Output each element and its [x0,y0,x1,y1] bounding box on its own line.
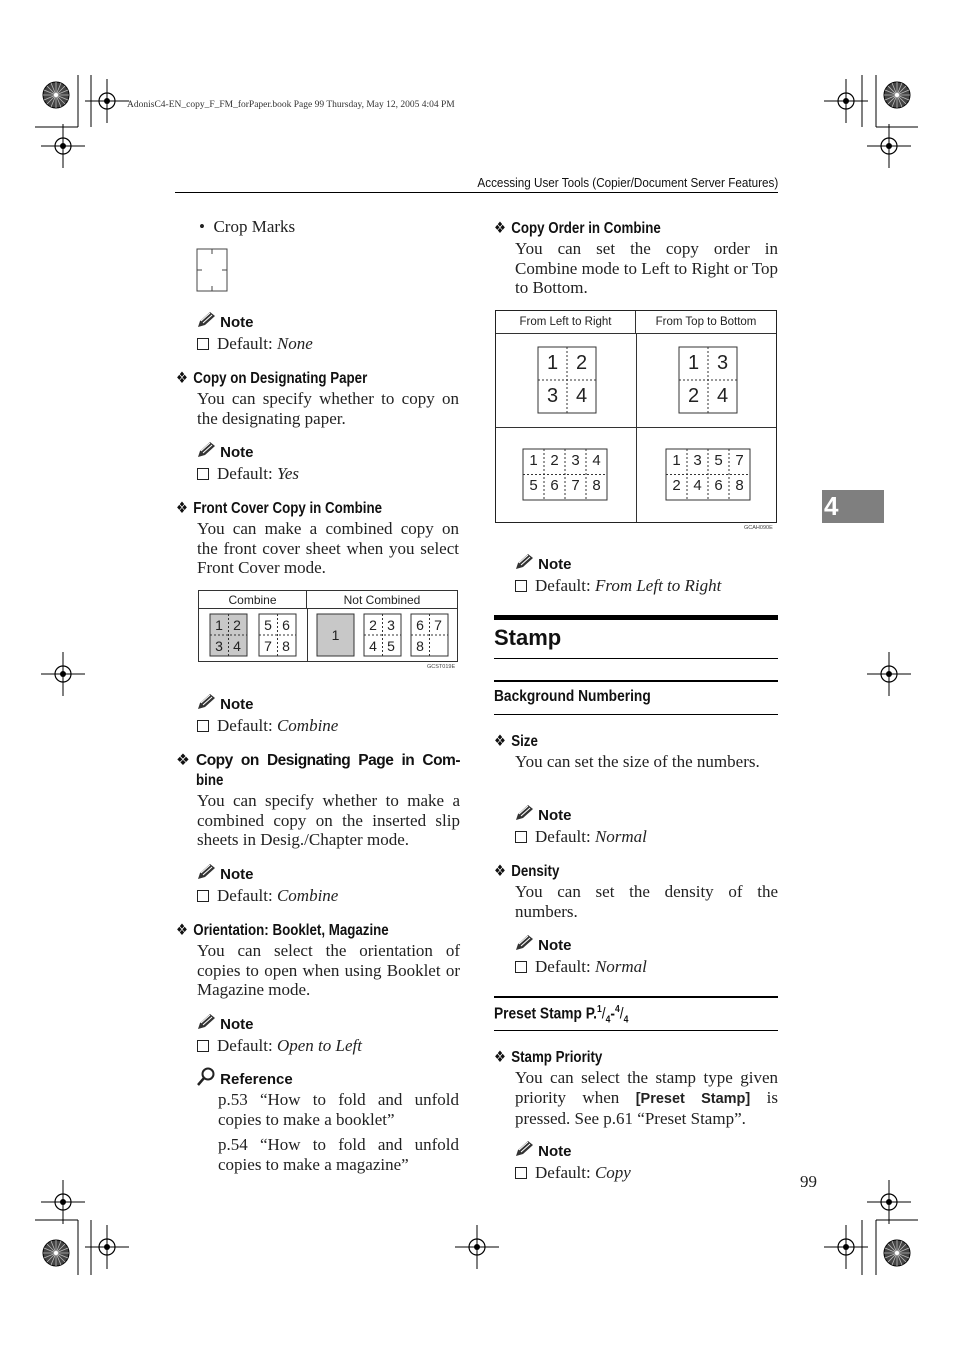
diamond-bullet-icon: ❖ [176,370,188,387]
page-number-cell: 3 [546,385,559,407]
preset-stamp-key: [Preset Stamp] [635,1090,751,1107]
default-value-line: Default: Normal [515,957,647,977]
note-heading: Note [196,693,254,713]
magnifier-reference-icon [196,1067,216,1087]
page-number-cell: 6 [282,617,290,633]
figure-column-header: From Top to Bottom [636,311,776,334]
section-body: You can select the stamp type given priority when [Preset Stamp] is pressed. See p.61 “Preset Stamp”. [515,1068,778,1129]
checkbox-square-icon [197,720,209,732]
section-heading: ❖ Orientation: Booklet, Magazine [176,922,389,939]
pencil-note-icon [196,311,216,329]
diamond-bullet-icon: ❖ [176,922,188,939]
section-heading: ❖ Front Cover Copy in Combine [176,500,383,517]
page-number-cell: 7 [571,477,580,494]
diamond-bullet-icon: ❖ [494,220,506,237]
default-value-line: Default: Open to Left [197,1036,362,1056]
crop-marks-label: Crop Marks [213,217,296,236]
page-number-cell: 5 [714,452,723,469]
page-number-cell: 4 [233,638,241,654]
page-number-cell: 4 [693,477,702,494]
page-number-cell: 7 [434,617,442,633]
checkbox-square-icon [197,1040,209,1052]
diamond-bullet-icon: ❖ [176,500,188,517]
figure-column-header: From Left to Right [496,311,636,334]
preset-stamp-heading: Preset Stamp $P.^1/_4-^4/_4$ [494,1004,629,1026]
note-heading: Note [196,441,254,461]
checkbox-square-icon [515,831,527,843]
checkbox-square-icon [515,580,527,592]
page-number-cell: 3 [693,452,702,469]
checkbox-square-icon [197,338,209,350]
section-heading-continued: bine [196,772,224,789]
subheading-top-rule [494,996,778,998]
reference-heading: Reference [196,1067,293,1088]
checkbox-square-icon [515,961,527,973]
section-body: You can set the copy order in Combine mode to Left to Right or Top to Bottom. [515,239,778,298]
page-number-cell: 6 [416,617,424,633]
pencil-note-icon [514,1140,534,1158]
default-value-line: Default: Normal [515,827,647,847]
page-number-cell: 2 [575,352,588,374]
subheading-bottom-rule [494,1030,778,1031]
default-value-line: Default: Combine [197,716,338,736]
default-value-line: Default: Combine [197,886,338,906]
default-value-line: Default: Yes [197,464,299,484]
page-number-cell: 1 [546,352,559,374]
checkbox-square-icon [197,890,209,902]
pencil-note-icon [196,441,216,459]
checkbox-square-icon [515,1167,527,1179]
stamp-heading: Stamp [494,625,562,650]
page-number-cell: 2 [687,385,700,407]
pencil-note-icon [514,553,534,571]
section-body: You can make a combined copy on the front cover sheet when you select Front Cover mode. [197,519,459,578]
page-number-cell: 1 [687,352,700,374]
note-heading: Note [514,934,572,954]
page-number-cell: 3 [215,638,223,654]
page-number-cell: 5 [264,617,272,633]
crop-marks-illustration [196,248,230,292]
note-heading: Note [514,804,572,824]
page-number-cell: 1 [672,452,681,469]
note-heading: Note [514,553,572,573]
background-numbering-heading: Background Numbering [494,688,651,705]
section-heading: ❖ Stamp Priority [494,1049,603,1066]
chapter-tab-number: 4 [824,491,839,521]
subheading-bottom-rule [494,714,778,715]
page-number-cell: 8 [282,638,290,654]
figure-column-header: Combine [199,591,307,609]
section-body: You can specify whether to make a combined copy on the inserted slip sheets in Desig./Chapter mode. [197,791,460,850]
section-body: You can set the size of the numbers. [515,752,760,771]
page-number-cell: 1 [331,627,340,643]
section-heading: ❖ Copy on Designating Page in Com- [176,752,460,769]
section-heading: ❖ Copy on Designating Paper [176,370,368,387]
reference-link[interactable]: p.54 “How to fold and unfold copies to make a magazine” [218,1135,459,1174]
page-number-cell: 8 [735,477,744,494]
diamond-bullet-icon: ❖ [494,733,506,750]
pencil-note-icon [196,693,216,711]
page-number-cell: 8 [416,638,424,654]
page-number-cell: 7 [735,452,744,469]
note-heading: Note [196,863,254,883]
page-number-cell: 6 [550,477,559,494]
page-number-cell: 2 [672,477,681,494]
page-number-cell: 5 [529,477,538,494]
checkbox-square-icon [197,468,209,480]
figure-column-header: Not Combined [307,591,457,609]
page-number-cell: 7 [264,638,272,654]
page-number-cell: 2 [233,617,241,633]
section-heading: ❖ Copy Order in Combine [494,220,661,237]
figure-code: GCAH090E [744,525,773,531]
default-value-line: Default: From Left to Right [515,576,721,596]
page-number-cell: 4 [369,638,377,654]
page-number-cell: 2 [369,617,377,633]
pencil-note-icon [196,863,216,881]
page-number-cell: 3 [571,452,580,469]
page-number-cell: 6 [714,477,723,494]
running-header-title: Accessing User Tools (Copier/Document Server Features) [477,175,778,190]
subheading-top-rule [494,680,778,682]
page-number-cell: 3 [387,617,395,633]
page-number-cell: 4 [575,385,588,407]
note-heading: Note [196,311,254,331]
pencil-note-icon [514,934,534,952]
default-value-line: Default: None [197,334,313,354]
section-heading: ❖ Density [494,863,560,880]
page-number-cell: 1 [215,617,223,633]
stamp-heading-bottom-rule [494,658,778,659]
default-value-line: Default: Copy [515,1163,631,1183]
pencil-note-icon [196,1013,216,1031]
diamond-bullet-icon: ❖ [176,752,190,769]
page-number-cell: 5 [387,638,395,654]
header-rule [175,192,778,193]
note-heading: Note [514,1140,572,1160]
bullet: • [199,217,205,236]
page-number-cell: 4 [592,452,601,469]
pencil-note-icon [514,804,534,822]
note-heading: Note [196,1013,254,1033]
chapter-tab [822,490,884,523]
page-number-cell: 2 [550,452,559,469]
page-number-cell: 3 [716,352,729,374]
print-info-line: AdonisC4-EN_copy_F_FM_forPaper.book Page 99 Thursday, May 12, 2005 4:04 PM [127,100,455,110]
diamond-bullet-icon: ❖ [494,863,506,880]
page-number-cell: 8 [592,477,601,494]
stamp-heading-top-rule [494,615,778,620]
reference-link[interactable]: p.53 “How to fold and unfold copies to make a booklet” [218,1090,459,1129]
section-heading: ❖ Size [494,733,538,750]
diamond-bullet-icon: ❖ [494,1049,506,1066]
section-body: You can set the density of the numbers. [515,882,778,921]
section-body: You can specify whether to copy on the designating paper. [197,389,459,428]
figure-code: GCST019E [427,664,456,670]
section-body: You can select the orientation of copies to open when using Booklet or Magazine mode. [197,941,460,1000]
crop-marks-item [199,217,295,237]
page-number-cell: 4 [716,385,729,407]
page-number-cell: 1 [529,452,538,469]
page-number: 99 [800,1172,817,1191]
